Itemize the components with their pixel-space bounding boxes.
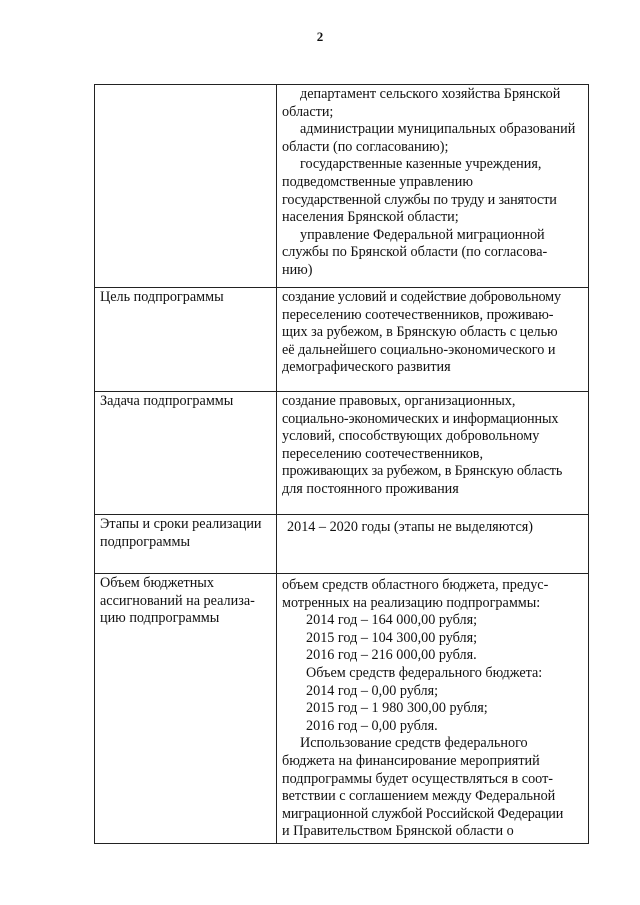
value-cell-budget	[277, 574, 589, 844]
task-line: проживающих за рубежом, в Брянскую область	[282, 463, 563, 480]
table-row-budget	[95, 574, 589, 844]
budget-amount-line: 2016 год – 216 000,00 рубля.	[306, 647, 477, 664]
table-row-goal	[95, 288, 589, 392]
goal-line: переселению соотечественников, проживаю-	[282, 306, 554, 323]
subprogram-passport-table	[94, 84, 589, 844]
budget-amount-line: 2014 год – 0,00 рубля;	[306, 682, 439, 699]
stages-label-line: Этапы и сроки реализации	[100, 516, 262, 532]
participant-line: населения Брянской области;	[282, 209, 459, 226]
stages-value: 2014 – 2020 годы (этапы не выделяются)	[287, 519, 534, 535]
goal-line: демографического развития	[282, 359, 451, 376]
participant-line: департамент сельского хозяйства Брянской	[300, 86, 561, 102]
label-cell-participants	[95, 85, 277, 288]
task-line: условий, способствующих добровольному	[282, 428, 540, 445]
budget-line: миграционной службой Российской Федерации	[282, 805, 564, 822]
value-cell-task	[277, 392, 589, 515]
participant-line: администрации муниципальных образований	[300, 121, 576, 138]
task-line: для постоянного проживания	[282, 480, 459, 497]
goal-line: создание условий и содействие добровольному	[282, 289, 561, 305]
value-cell-participants	[277, 85, 589, 288]
stages-label-line: подпрограммы	[100, 533, 190, 550]
page-number: 2	[316, 29, 324, 44]
participant-line: управление Федеральной миграционной	[300, 226, 545, 243]
task-line: создание правовых, организационных,	[282, 393, 516, 409]
label-cell-stages	[95, 515, 277, 574]
participant-line: нию)	[282, 261, 313, 278]
budget-amount-line: 2015 год – 104 300,00 рубля;	[306, 629, 478, 646]
goal-label: Цель подпрограммы	[95, 288, 277, 392]
budget-amount-line: 2014 год – 164 000,00 рубля;	[306, 612, 478, 629]
table-row-participants	[95, 85, 589, 288]
budget-line: бюджета на финансирование мероприятий	[282, 752, 540, 769]
budget-amount-line: 2016 год – 0,00 рубля.	[306, 717, 438, 734]
participant-line: государственные казенные учреждения,	[300, 156, 542, 173]
budget-line: мотренных на реализацию подпрограммы:	[282, 594, 541, 611]
table-row-stages	[95, 515, 589, 574]
budget-label-line: Объем бюджетных	[100, 575, 214, 591]
goal-line: щих за рубежом, в Брянскую область с целью	[282, 324, 558, 341]
label-cell-budget	[95, 574, 277, 844]
budget-line: Объем средств федерального бюджета:	[306, 664, 543, 681]
budget-line: подпрограммы будет осуществляться в соот-	[282, 770, 554, 787]
budget-line: Использование средств федерального	[300, 735, 528, 752]
budget-line: и Правительством Брянской области о	[282, 823, 514, 840]
value-cell-stages	[277, 515, 589, 574]
participant-line: службы по Брянской области (по согласова-	[282, 244, 548, 261]
budget-label-line: ассигнований на реализа-	[100, 592, 255, 609]
task-line: социально-экономических и информационных	[282, 410, 559, 427]
participant-line: области;	[282, 103, 334, 120]
participant-line: области (по согласованию);	[282, 138, 449, 155]
task-line: переселению соотечественников,	[282, 445, 484, 462]
budget-line: ветствии с соглашением между Федеральной	[282, 788, 556, 805]
value-cell-goal	[277, 288, 589, 392]
table-row-task	[95, 392, 589, 515]
budget-amount-line: 2015 год – 1 980 300,00 рубля;	[306, 700, 488, 717]
participant-line: государственной службы по труду и занятости	[282, 191, 557, 208]
budget-label-line: цию подпрограммы	[100, 610, 220, 627]
task-label: Задача подпрограммы	[95, 392, 277, 515]
goal-line: её дальнейшего социально-экономического и	[282, 341, 556, 358]
budget-line: объем средств областного бюджета, предус-	[282, 577, 549, 593]
participant-line: подведомственные управлению	[282, 173, 473, 190]
